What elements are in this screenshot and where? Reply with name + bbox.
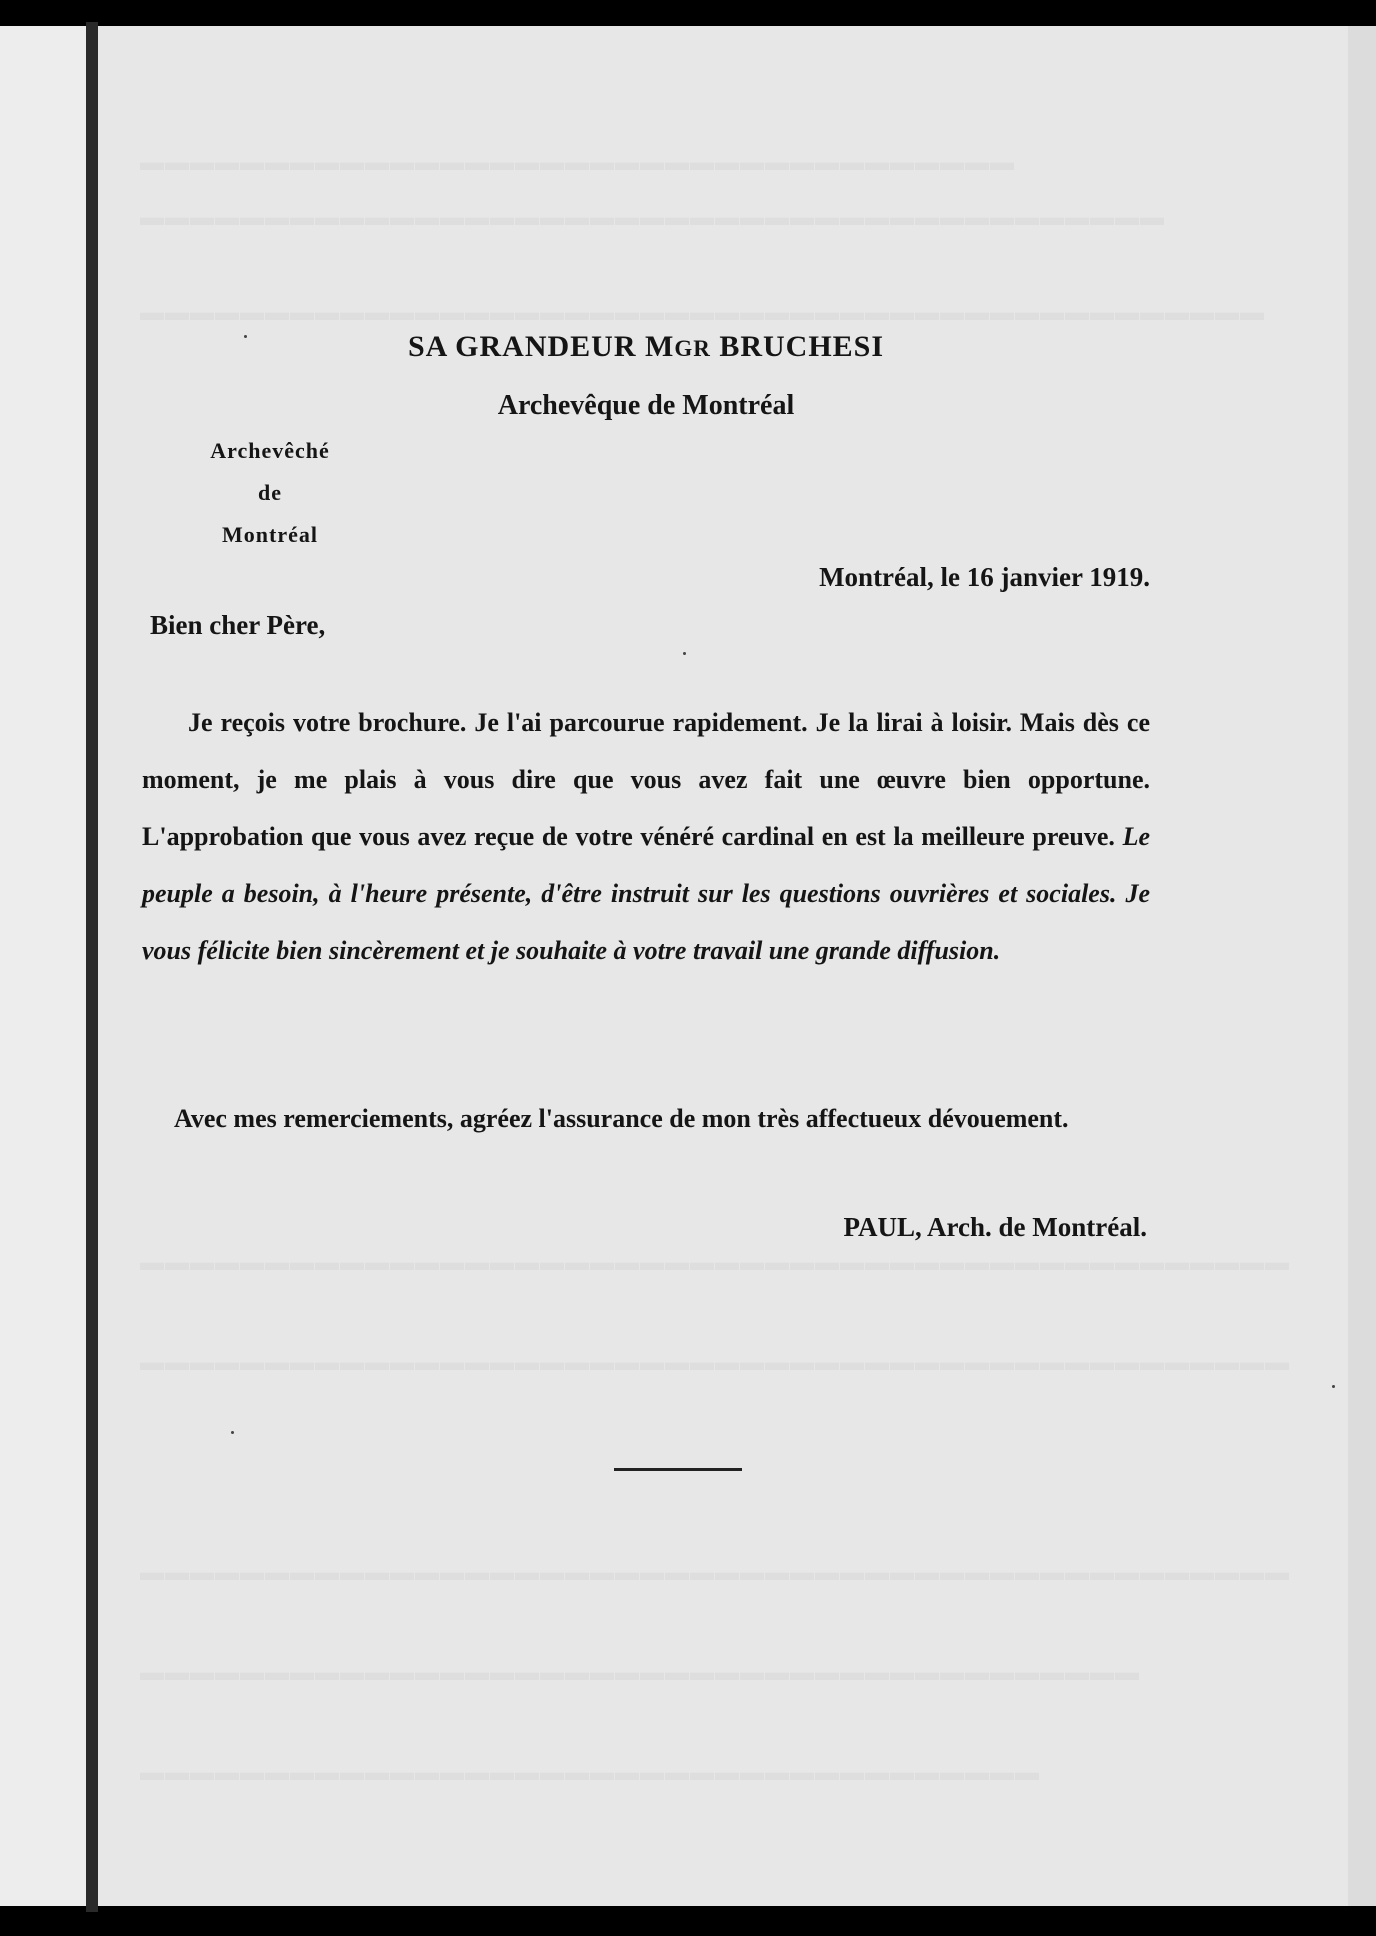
page-edge	[1348, 26, 1376, 1906]
letterhead-office	[140, 430, 400, 556]
body-paragraph	[142, 694, 1150, 979]
binding-line	[86, 22, 98, 1912]
speck	[244, 335, 247, 338]
separator-rule	[614, 1468, 742, 1471]
bleed-through-text: ▬▬▬▬▬▬▬▬▬▬▬▬▬▬▬▬▬▬▬▬▬▬▬▬▬▬▬▬▬▬▬▬▬▬▬▬	[140, 1760, 1040, 1786]
quoted-text: Le peuple a besoin, à l'heure présente, d'être instruit sur les questions ouvrières et sociales. Je vous félicite bien sincèrement et je souhaite à votre travail une grande diffusion.	[142, 822, 1150, 965]
signature: PAUL, Arch. de Montréal.	[843, 1212, 1147, 1242]
bleed-through-text: ▬▬▬▬▬▬▬▬▬▬▬▬▬▬▬▬▬▬▬▬▬▬▬▬▬▬▬▬▬▬▬▬▬▬▬	[140, 150, 1015, 176]
speck	[231, 1431, 234, 1434]
bleed-through-text: ▬▬▬▬▬▬▬▬▬▬▬▬▬▬▬▬▬▬▬▬▬▬▬▬▬▬▬▬▬▬▬▬▬▬▬▬▬▬▬▬	[140, 1660, 1140, 1686]
speck	[1332, 1385, 1335, 1388]
body-text: Je reçois votre brochure. Je l'ai parcourue rapidement. Je la lirai à loisir. Mais dès ce moment, je me plais à vous dire que vous avez fait une œuvre bien opportune. L'approbation que vous avez reçue de votre vénéré cardinal en est la meilleure preuve.	[142, 708, 1150, 851]
bleed-through-text: ▬▬▬▬▬▬▬▬▬▬▬▬▬▬▬▬▬▬▬▬▬▬▬▬▬▬▬▬▬▬▬▬▬▬▬▬▬▬▬▬▬▬▬▬▬▬	[140, 1560, 1290, 1586]
letter-subtitle: Archevêque de Montréal	[497, 390, 795, 421]
letter-date: Montréal, le 16 janvier 1919.	[819, 562, 1150, 592]
bleed-through-text: ▬▬▬▬▬▬▬▬▬▬▬▬▬▬▬▬▬▬▬▬▬▬▬▬▬▬▬▬▬▬▬▬▬▬▬▬▬▬▬▬▬	[140, 205, 1165, 231]
office-line: Archevêché	[210, 438, 330, 463]
bleed-through-text: ▬▬▬▬▬▬▬▬▬▬▬▬▬▬▬▬▬▬▬▬▬▬▬▬▬▬▬▬▬▬▬▬▬▬▬▬▬▬▬▬▬▬▬▬▬▬	[140, 1250, 1290, 1276]
office-line: de	[258, 480, 282, 505]
page-gutter	[0, 26, 88, 1906]
bleed-through-text: ▬▬▬▬▬▬▬▬▬▬▬▬▬▬▬▬▬▬▬▬▬▬▬▬▬▬▬▬▬▬▬▬▬▬▬▬▬▬▬▬▬▬▬▬▬▬	[140, 1350, 1290, 1376]
bleed-through-text: ▬▬▬▬▬▬▬▬▬▬▬▬▬▬▬▬▬▬▬▬▬▬▬▬▬▬▬▬▬▬▬▬▬▬▬▬▬▬▬▬▬▬▬▬▬	[140, 300, 1265, 326]
salutation: Bien cher Père,	[150, 610, 326, 640]
closing-paragraph: Avec mes remerciements, agréez l'assurance de mon très affectueux dévouement.	[174, 1104, 1069, 1133]
office-line: Montréal	[222, 522, 318, 547]
speck	[683, 652, 686, 655]
letter-title: SA GRANDEUR MGR BRUCHESI	[407, 330, 885, 363]
